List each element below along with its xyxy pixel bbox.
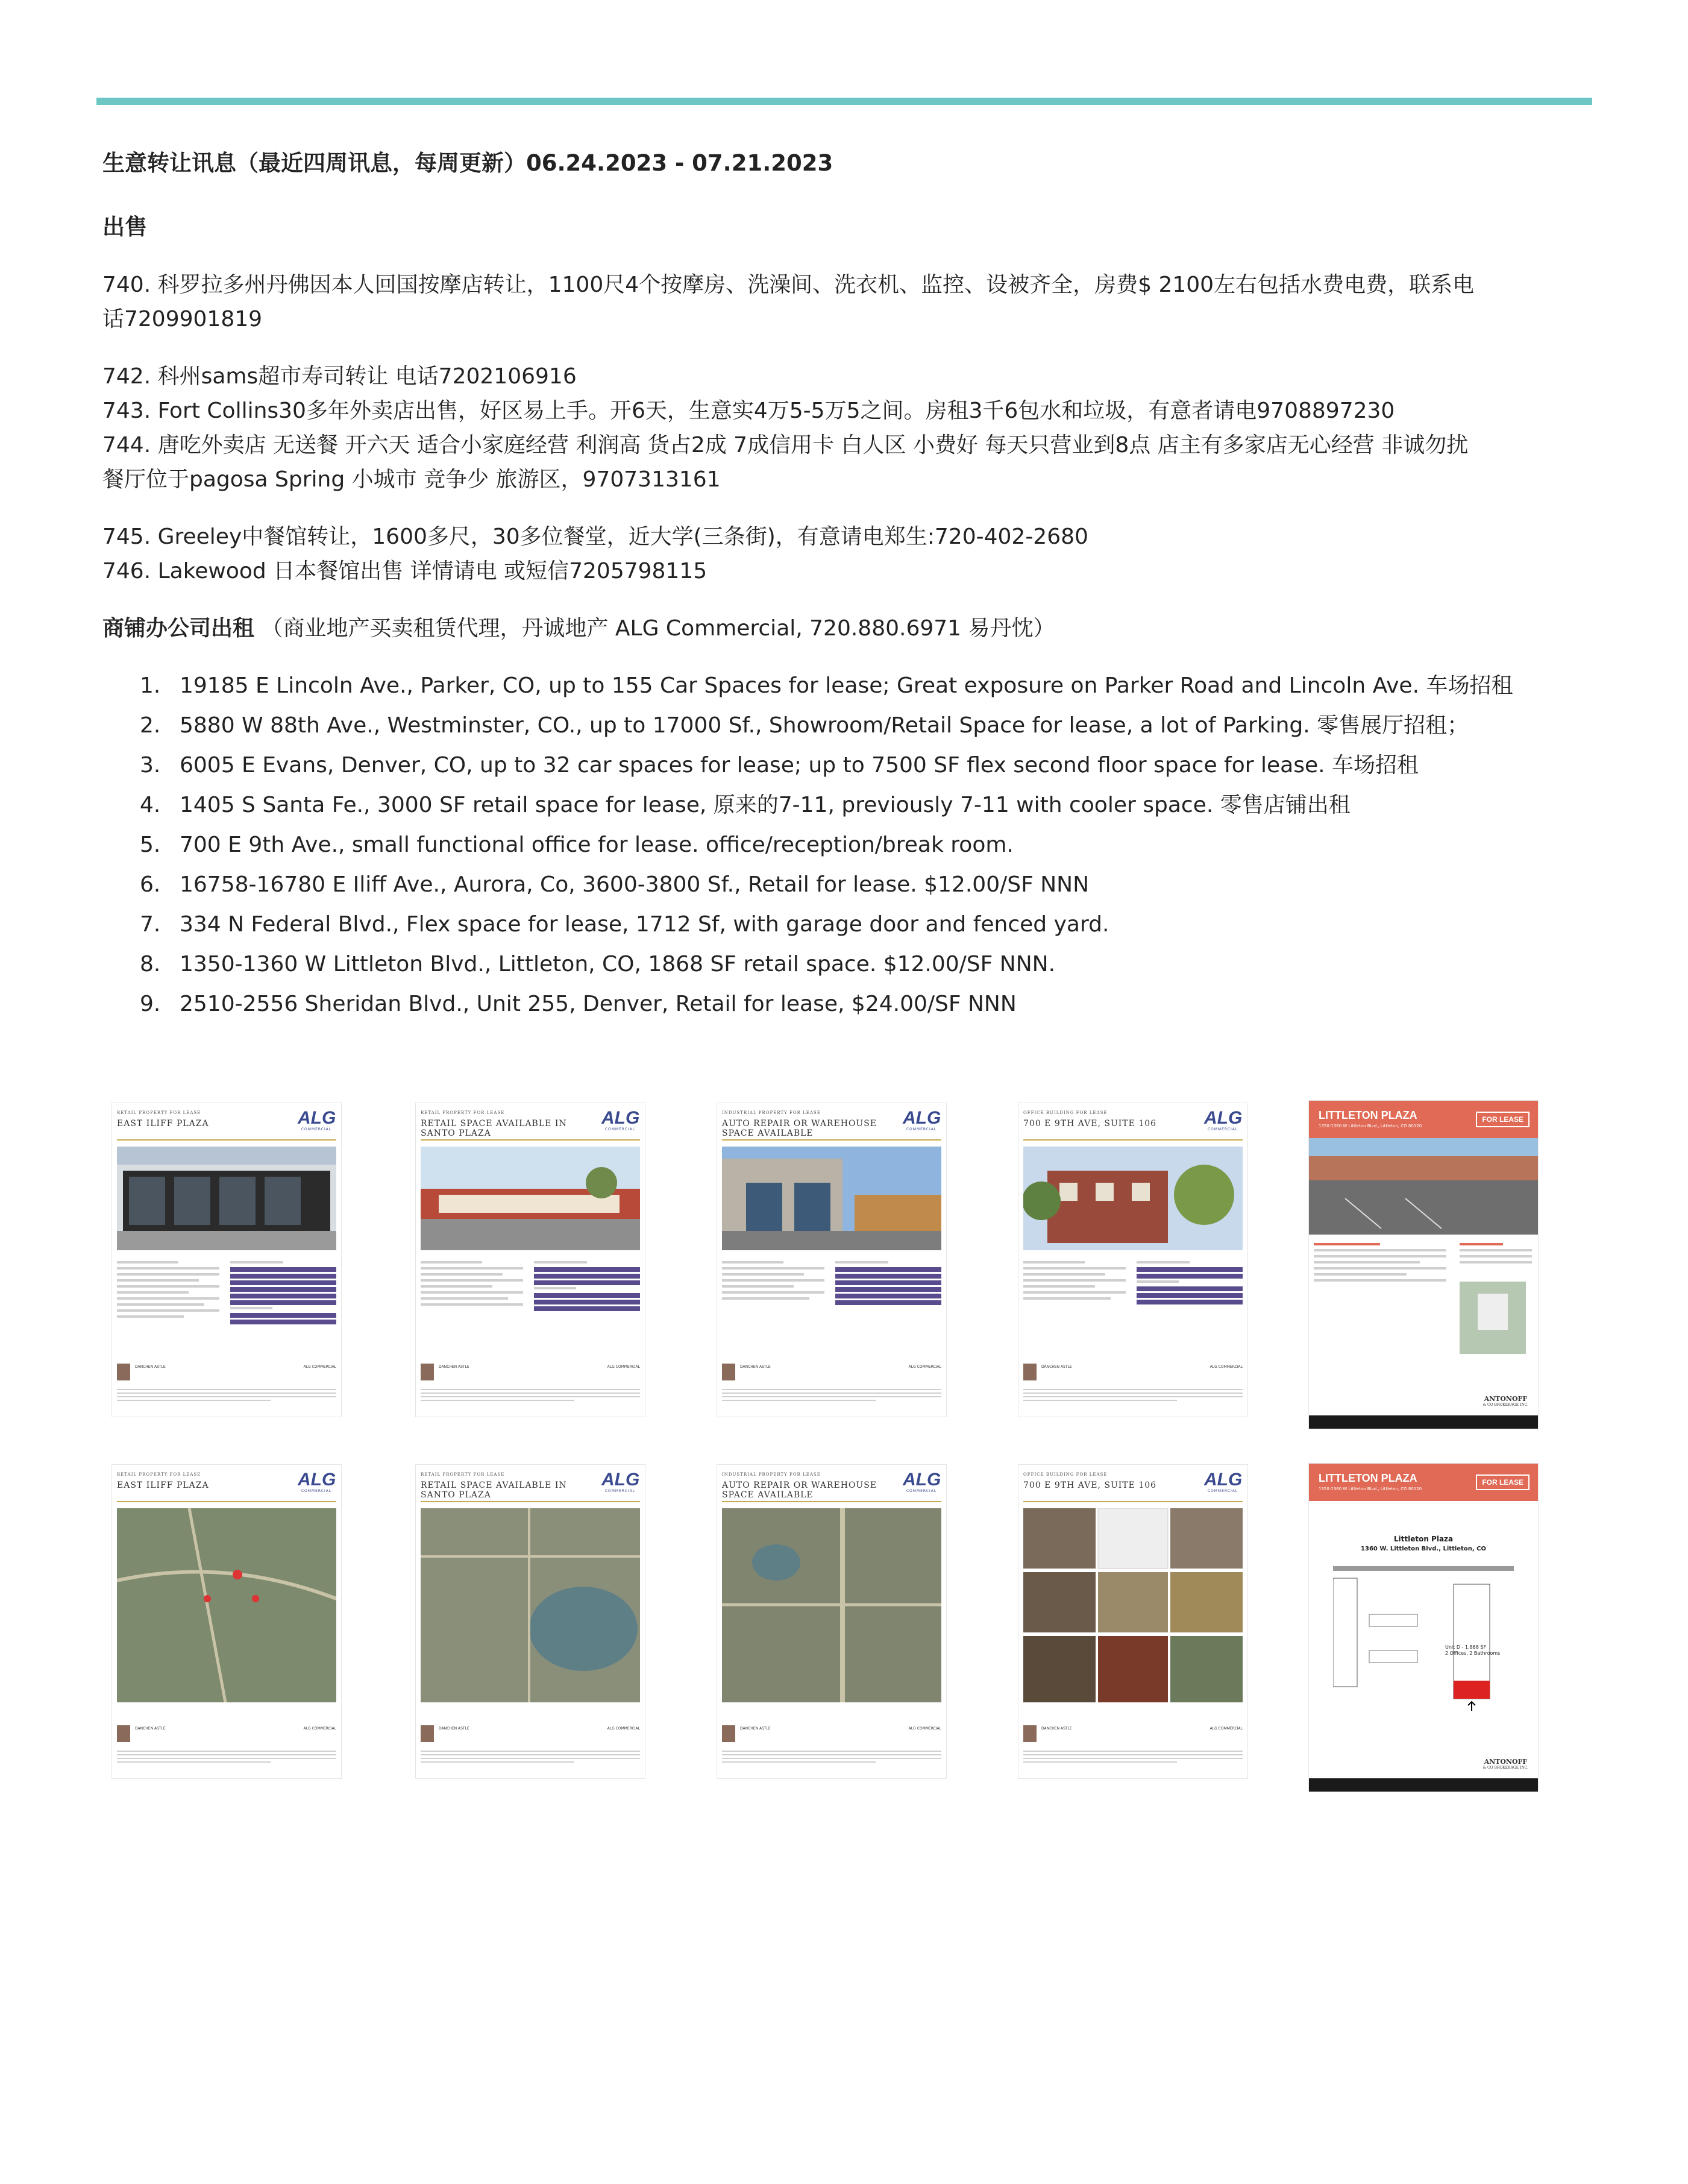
lease-item-number: 7. <box>140 912 161 937</box>
alg-logo: ALG COMMERCIAL <box>601 1470 640 1493</box>
alg-logo: ALG COMMERCIAL <box>1204 1470 1243 1493</box>
flyer-title: 700 E 9TH AVE, SUITE 106 <box>1023 1119 1157 1128</box>
for-lease-badge: FOR LEASE <box>1476 1112 1530 1127</box>
flyer-auto-repair-photo[interactable] <box>717 1103 946 1417</box>
alg-logo: ALG COMMERCIAL <box>903 1108 941 1131</box>
lease-item-number: 5. <box>140 832 161 857</box>
agent-info: DANCHEN ASTLE ALG COMMERCIAL <box>117 1725 336 1743</box>
lease-item-number: 1. <box>140 673 161 698</box>
alg-logo: ALG COMMERCIAL <box>601 1108 640 1131</box>
agent-info: DANCHEN ASTLE ALG COMMERCIAL <box>421 1364 640 1382</box>
lease-item-number: 6. <box>140 872 161 897</box>
agent-info: DANCHEN ASTLE ALG COMMERCIAL <box>722 1364 941 1382</box>
antonoff-logo: ANTONOFF & CO BROKERAGE INC. <box>1482 1395 1528 1407</box>
warehouse-photo <box>722 1147 941 1250</box>
agent-photo <box>1023 1725 1037 1742</box>
flyer-title: AUTO REPAIR OR WAREHOUSE SPACE AVAILABLE <box>722 1119 877 1138</box>
littleton-header <box>1309 1464 1538 1501</box>
flyer-text-lines <box>1314 1243 1446 1285</box>
for-lease-badge: FOR LEASE <box>1476 1474 1530 1490</box>
lease-item-number: 4. <box>140 793 161 817</box>
littleton-title: LITTLETON PLAZA <box>1319 1109 1417 1121</box>
flyer-text-lines <box>421 1261 523 1309</box>
flyer-littleton-plaza-siteplan[interactable] <box>1309 1464 1538 1792</box>
listing-line: 743. Fort Collins30多年外卖店出售，好区易上手。开6天，生意实4万5-5万5之间。房租3千6包水和垃圾，有意者请电9708897230 <box>102 398 1395 423</box>
listing-block-1 <box>102 268 1549 336</box>
flyer-title: 700 E 9TH AVE, SUITE 106 <box>1023 1481 1157 1490</box>
listing-line: 餐厅位于pagosa Spring 小城市 竞争少 旅游区，9707313161 <box>102 467 721 492</box>
lease-item-text: 700 E 9th Ave., small functional office for lease. office/reception/break room. <box>180 832 1014 857</box>
lease-item-text: 5880 W 88th Ave., Westminster, CO., up to 17000 Sf., Showroom/Retail Space for lease, a lot of Parking. 零售展厅招租； <box>180 713 1469 738</box>
flyer-summary-table <box>230 1261 336 1326</box>
flyer-disclaimer <box>421 1751 640 1765</box>
flyer-type-label: INDUSTRIAL PROPERTY FOR LEASE <box>722 1110 821 1115</box>
agent-photo <box>421 1364 434 1380</box>
flyer-summary-table <box>1137 1261 1243 1306</box>
littleton-title: LITTLETON PLAZA <box>1319 1472 1417 1484</box>
alg-logo: ALG COMMERCIAL <box>298 1108 336 1131</box>
flyer-rule <box>117 1501 336 1502</box>
flyer-disclaimer <box>722 1751 941 1765</box>
flyer-type-label: OFFICE BUILDING FOR LEASE <box>1023 1110 1108 1115</box>
lease-item <box>102 706 1549 746</box>
alg-logo: ALG COMMERCIAL <box>1204 1108 1243 1131</box>
flyer-rule <box>117 1139 336 1141</box>
flyer-east-iliff-photo[interactable] <box>112 1103 341 1417</box>
top-accent-bar <box>96 98 1592 105</box>
flyer-title: RETAIL SPACE AVAILABLE IN SANTO PLAZA <box>421 1481 567 1500</box>
lease-item <box>102 905 1549 945</box>
flyer-rule <box>421 1501 640 1502</box>
lease-title: 商铺办公司出租 <box>102 616 255 641</box>
littleton-address: 1350-1360 W Littleton Blvd., Littleton, CO 80120 <box>1319 1124 1422 1128</box>
lease-note: （商业地产买卖租赁代理，丹诚地产 ALG Commercial, 720.880.6971 易丹忱） <box>261 616 1055 641</box>
flyer-text-lines <box>722 1261 824 1303</box>
lease-heading <box>102 611 1549 642</box>
listing-line: 744. 唐吃外卖店 无送餐 开六天 适合小家庭经营 利润高 货占2成 7成信用卡 白人区 小费好 每天只营业到8点 店主有多家店无心经营 非诚勿扰 <box>102 433 1469 458</box>
flyer-disclaimer <box>117 1389 336 1403</box>
signage-photo <box>1460 1282 1526 1354</box>
flyer-title: EAST ILIFF PLAZA <box>117 1481 209 1490</box>
flyer-title: AUTO REPAIR OR WAREHOUSE SPACE AVAILABLE <box>722 1481 877 1500</box>
flyer-rule <box>722 1501 941 1502</box>
site-plan-diagram <box>1333 1566 1514 1717</box>
lease-item <box>102 666 1549 706</box>
lease-item <box>102 746 1549 785</box>
lease-item <box>102 785 1549 825</box>
flyer-rule <box>722 1139 941 1141</box>
agent-info: DANCHEN ASTLE ALG COMMERCIAL <box>1023 1364 1243 1382</box>
listing-line: 742. 科州sams超市寿司转让 电话7202106916 <box>102 364 577 389</box>
flyer-type-label: RETAIL PROPERTY FOR LEASE <box>117 1110 201 1115</box>
littleton-footer <box>1309 1415 1538 1429</box>
interior-photo-grid <box>1023 1508 1243 1702</box>
agent-info: DANCHEN ASTLE ALG COMMERCIAL <box>1023 1725 1243 1743</box>
flyer-text-lines <box>117 1261 219 1321</box>
flyer-rule <box>1023 1501 1243 1502</box>
agent-photo <box>117 1725 130 1742</box>
flyer-disclaimer <box>722 1389 941 1403</box>
siteplan-address: 1360 W. Littleton Blvd., Littleton, CO <box>1361 1546 1486 1552</box>
flyer-disclaimer <box>117 1751 336 1765</box>
alg-logo: ALG COMMERCIAL <box>903 1470 941 1493</box>
flyer-littleton-plaza-photo[interactable] <box>1309 1101 1538 1429</box>
aerial-map <box>421 1508 640 1702</box>
flyer-disclaimer <box>421 1389 640 1403</box>
flyer-type-label: RETAIL PROPERTY FOR LEASE <box>117 1472 201 1477</box>
page-title: 生意转让讯息（最近四周讯息，每周更新）06.24.2023 - 07.21.2023 <box>102 150 833 176</box>
flyer-text-lines <box>1023 1261 1126 1303</box>
siteplan-title: Littleton Plaza <box>1393 1535 1454 1543</box>
lease-item <box>102 984 1549 1024</box>
flyer-type-label: OFFICE BUILDING FOR LEASE <box>1023 1472 1108 1477</box>
flyer-9th-ave-interior[interactable] <box>1018 1465 1247 1778</box>
bulletin-content <box>102 145 1549 1024</box>
lease-item-number: 9. <box>140 992 161 1016</box>
listing-line: 746. Lakewood 日本餐馆出售 详情请电 或短信7205798115 <box>102 559 708 584</box>
flyer-santo-plaza-photo[interactable] <box>416 1103 645 1417</box>
alg-logo: ALG COMMERCIAL <box>298 1470 336 1493</box>
antonoff-logo: ANTONOFF & CO BROKERAGE INC. <box>1482 1758 1528 1770</box>
lease-item-text: 19185 E Lincoln Ave., Parker, CO, up to 155 Car Spaces for lease; Great exposure on Parker Road and Lincoln Ave. 车场招租 <box>180 673 1513 698</box>
flyer-type-label: RETAIL PROPERTY FOR LEASE <box>421 1472 505 1477</box>
flyer-title: RETAIL SPACE AVAILABLE IN SANTO PLAZA <box>421 1119 567 1138</box>
lease-item-text: 334 N Federal Blvd., Flex space for lease, 1712 Sf, with garage door and fenced yard. <box>180 912 1109 937</box>
listing-block-3 <box>102 520 1549 588</box>
lease-item-number: 2. <box>140 713 161 738</box>
aerial-map <box>722 1508 941 1702</box>
lease-item-text: 1405 S Santa Fe., 3000 SF retail space for lease, 原来的7-11, previously 7-11 with cooler space. 零售店铺出租 <box>180 793 1351 817</box>
flyer-auto-repair-map[interactable] <box>717 1465 946 1778</box>
lease-list <box>102 666 1549 1024</box>
flyer-9th-ave-photo[interactable] <box>1018 1103 1247 1417</box>
storefront-photo <box>117 1147 336 1250</box>
lease-item-text: 6005 E Evans, Denver, CO, up to 32 car spaces for lease; up to 7500 SF flex second floor space for lease. 车场招租 <box>180 753 1419 778</box>
lease-item <box>102 825 1549 865</box>
lease-item-text: 2510-2556 Sheridan Blvd., Unit 255, Denver, Retail for lease, $24.00/SF NNN <box>180 992 1017 1016</box>
lease-item <box>102 865 1549 905</box>
agent-info: DANCHEN ASTLE ALG COMMERCIAL <box>722 1725 941 1743</box>
aerial-map <box>117 1508 336 1702</box>
agent-photo <box>722 1725 735 1742</box>
unit-label: Unit D - 1,868 SF 2 Offices, 2 Bathrooms <box>1445 1644 1501 1656</box>
littleton-address: 1350-1360 W Littleton Blvd., Littleton, CO 80120 <box>1319 1487 1422 1491</box>
agent-photo <box>117 1364 130 1380</box>
agent-photo <box>421 1725 434 1742</box>
flyer-rule <box>1023 1139 1243 1141</box>
listing-block-2 <box>102 359 1549 497</box>
flyer-summary-table <box>835 1261 941 1307</box>
agent-info: DANCHEN ASTLE ALG COMMERCIAL <box>117 1364 336 1382</box>
flyer-santo-plaza-map[interactable] <box>416 1465 645 1778</box>
agent-photo <box>722 1364 735 1380</box>
listing-line: 740. 科罗拉多州丹佛因本人回国按摩店转让，1100尺4个按摩房、洗澡间、洗衣机、监控、设被齐全，房费$ 2100左右包括水费电费，联系电 <box>102 272 1475 297</box>
strip-mall-photo <box>421 1147 640 1250</box>
flyer-summary-table <box>534 1261 640 1313</box>
listing-line: 745. Greeley中餐馆转让，1600多尺，30多位餐堂，近大学(三条街)，有意请电郑生:720-402-2680 <box>102 524 1088 549</box>
lease-item-number: 8. <box>140 952 161 977</box>
for-sale-heading: 出售 <box>102 214 147 240</box>
flyer-rule <box>421 1139 640 1141</box>
lease-item-text: 16758-16780 E Iliff Ave., Aurora, Co, 3600-3800 Sf., Retail for lease. $12.00/SF NNN <box>180 872 1090 897</box>
littleton-footer <box>1309 1778 1538 1792</box>
lease-item <box>102 945 1549 984</box>
flyer-summary-table <box>1460 1243 1532 1267</box>
agent-info: DANCHEN ASTLE ALG COMMERCIAL <box>421 1725 640 1743</box>
office-building-photo <box>1023 1147 1243 1250</box>
flyer-east-iliff-map[interactable] <box>112 1465 341 1778</box>
agent-photo <box>1023 1364 1037 1380</box>
flyer-type-label: RETAIL PROPERTY FOR LEASE <box>421 1110 505 1115</box>
flyer-disclaimer <box>1023 1389 1243 1403</box>
flyer-type-label: INDUSTRIAL PROPERTY FOR LEASE <box>722 1472 821 1477</box>
littleton-header <box>1309 1101 1538 1138</box>
flyer-title: EAST ILIFF PLAZA <box>117 1119 209 1128</box>
lease-item-number: 3. <box>140 753 161 778</box>
littleton-plaza-photo <box>1309 1138 1538 1235</box>
listing-line: 话7209901819 <box>102 307 263 332</box>
lease-item-text: 1350-1360 W Littleton Blvd., Littleton, CO, 1868 SF retail space. $12.00/SF NNN. <box>180 952 1056 977</box>
flyer-disclaimer <box>1023 1751 1243 1765</box>
